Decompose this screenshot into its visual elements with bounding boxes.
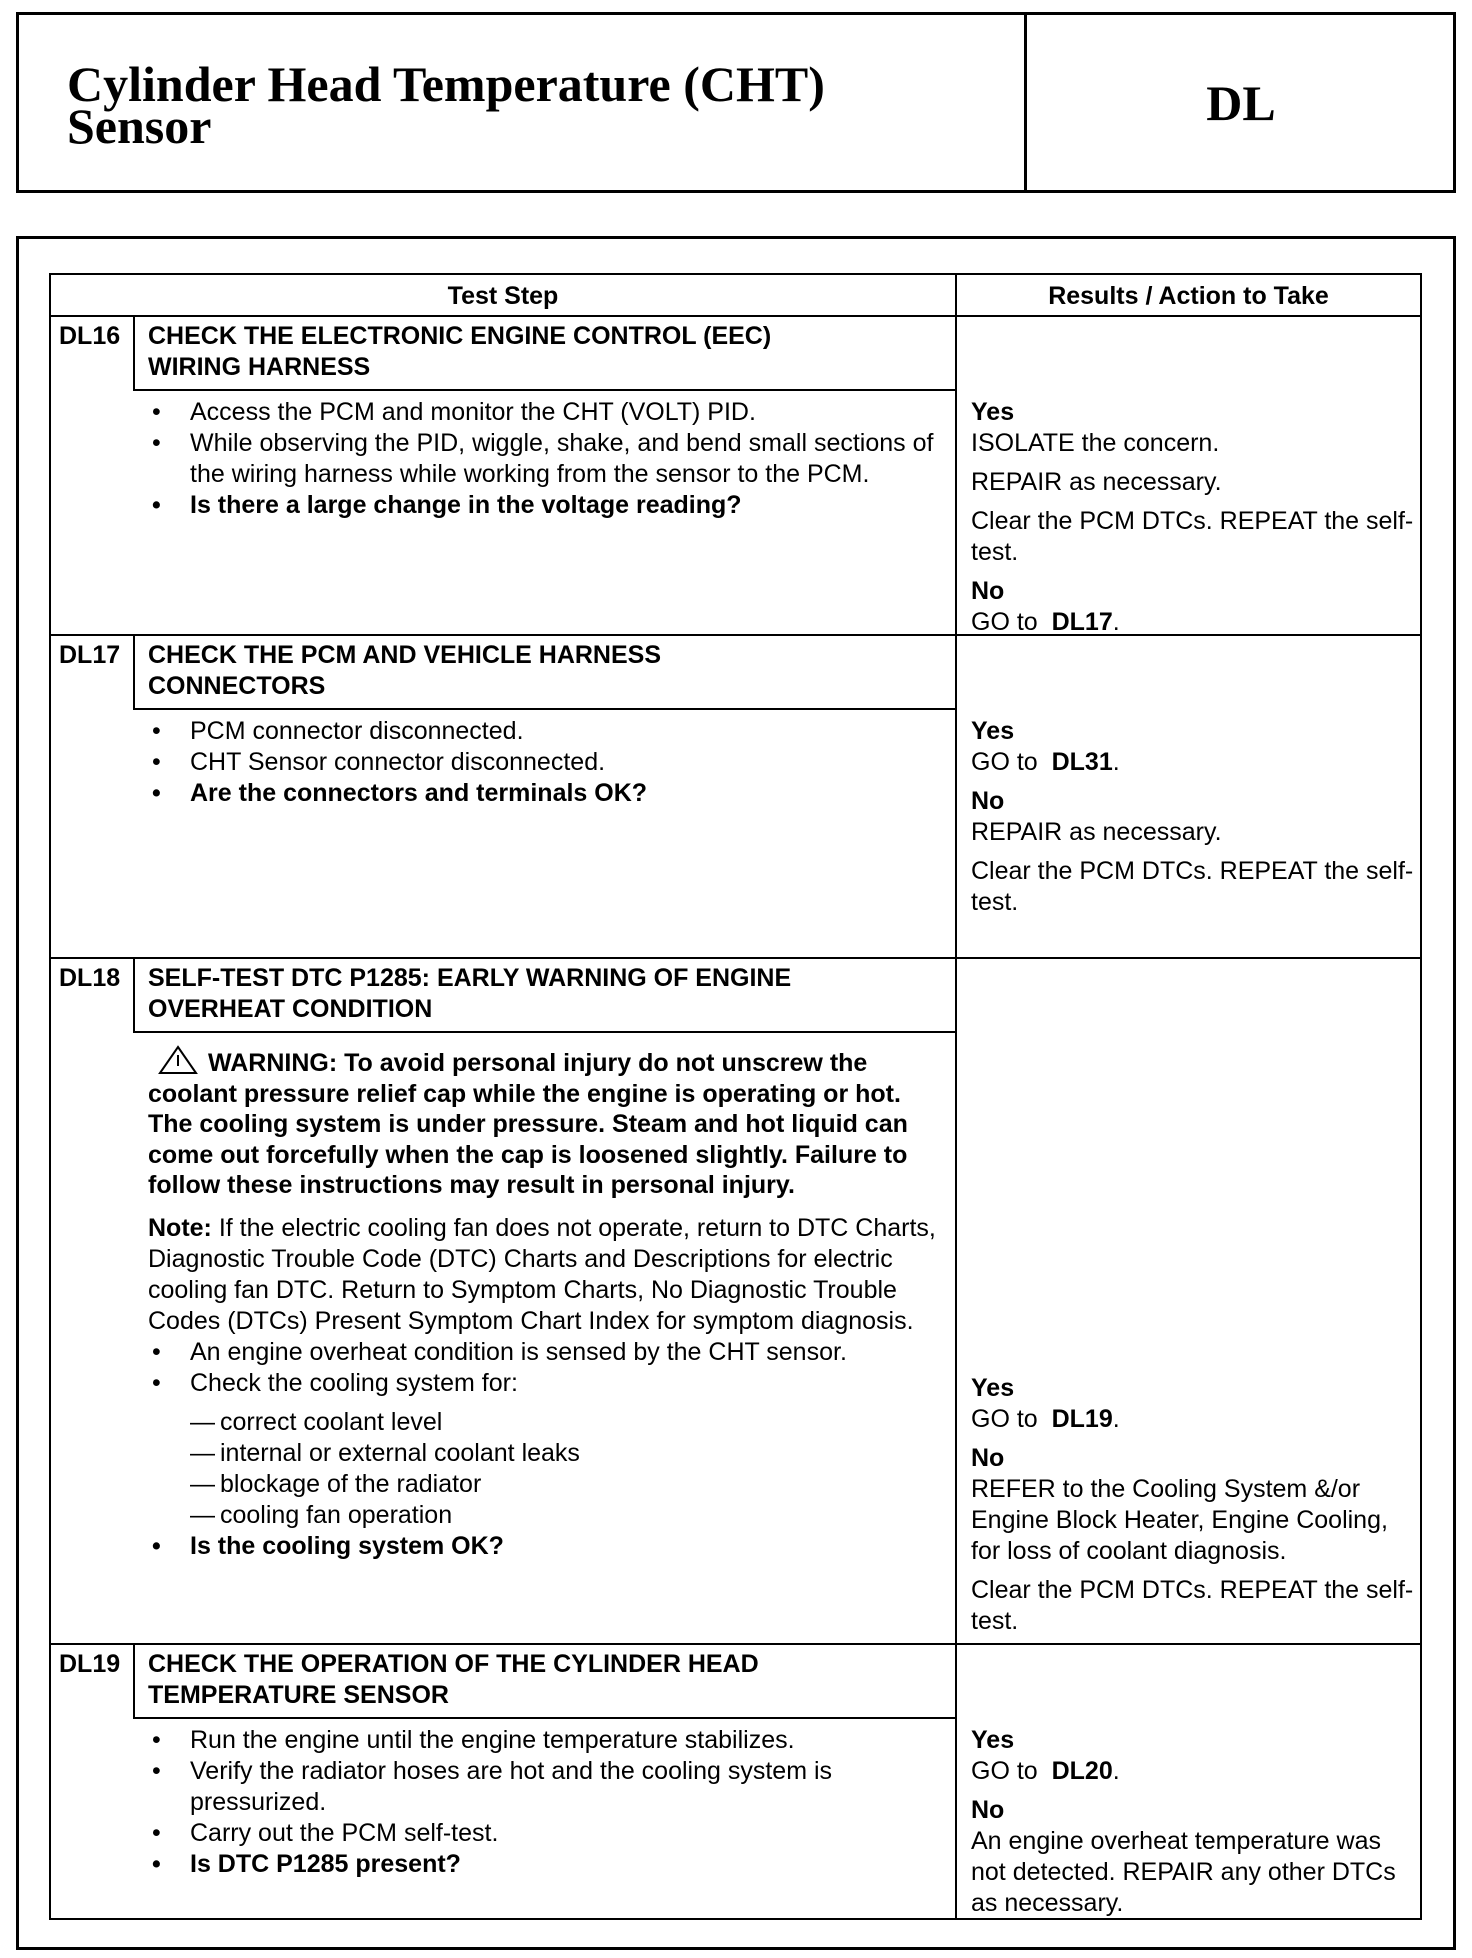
- step-id: DL17: [59, 641, 121, 669]
- note-label: Note:: [148, 1213, 212, 1242]
- column-header-test-step: Test Step: [447, 282, 559, 310]
- step-instructions: [148, 397, 948, 521]
- result-suffix: .: [1112, 608, 1120, 636]
- result-goto-prefix: GO to: [971, 1757, 1038, 1785]
- instruction-item: • Access the PCM and monitor the CHT (VOLT) PID.: [148, 397, 948, 428]
- goto-step-link[interactable]: DL31: [1051, 748, 1113, 776]
- instruction-item: • CHT Sensor connector disconnected.: [148, 747, 948, 778]
- step-question: • Is DTC P1285 present?: [148, 1849, 948, 1880]
- step-question: • Are the connectors and terminals OK?: [148, 778, 948, 809]
- note-block: [148, 1213, 948, 1337]
- note-text: If the electric cooling fan does not operate, return to DTC Charts, Diagnostic Trouble Code (DTC) Charts and Descriptions for electric cooling fan DTC. Return to Symptom Charts, No Diagnostic Trouble Codes (DTCs) Present Symptom Chart Index for symptom diagnosis.: [148, 1213, 936, 1335]
- yes-label: Yes: [971, 717, 1015, 745]
- dash-marker: —: [190, 1500, 215, 1529]
- yes-label: Yes: [971, 1726, 1015, 1754]
- step-heading-line: CHECK THE PCM AND VEHICLE HARNESS: [148, 641, 662, 669]
- result-action: REFER to the Cooling System &/or Engine Block Heater, Engine Cooling, for loss of coolant diagnosis.: [971, 1475, 1388, 1565]
- dash-marker: —: [190, 1407, 215, 1436]
- step-heading-rule: [133, 1717, 955, 1719]
- result-suffix: .: [1112, 748, 1120, 776]
- result-action: Clear the PCM DTCs. REPEAT the self-test.: [971, 1576, 1414, 1635]
- header-divider: [1024, 15, 1027, 190]
- step-question: • Is there a large change in the voltage reading?: [148, 490, 948, 521]
- result-goto-prefix: GO to: [971, 608, 1038, 636]
- step-instructions: [148, 1725, 948, 1880]
- instruction-item: • PCM connector disconnected.: [148, 716, 948, 747]
- step-heading-line: CHECK THE OPERATION OF THE CYLINDER HEAD: [148, 1650, 759, 1678]
- result-action: Clear the PCM DTCs. REPEAT the self-test.: [971, 857, 1414, 916]
- step-instructions: [148, 1045, 948, 1562]
- step-heading-line: TEMPERATURE SENSOR: [148, 1681, 449, 1709]
- page-header: [16, 12, 1456, 193]
- step-instructions: [148, 716, 948, 809]
- page-title-line1: Cylinder Head Temperature (CHT): [67, 56, 825, 112]
- step-id: DL19: [59, 1650, 121, 1678]
- no-label: No: [971, 787, 1005, 815]
- no-label: No: [971, 1796, 1005, 1824]
- step-heading: [148, 963, 928, 1025]
- column-divider: [955, 275, 957, 1918]
- goto-step-link[interactable]: DL20: [1051, 1757, 1113, 1785]
- yes-label: Yes: [971, 398, 1015, 426]
- instruction-item: • Carry out the PCM self-test.: [148, 1818, 948, 1849]
- check-item-text: cooling fan operation: [220, 1500, 453, 1529]
- check-item: [148, 1438, 948, 1469]
- instruction-item: [148, 1368, 948, 1399]
- check-list: [148, 1407, 948, 1531]
- step-results: [971, 716, 1416, 926]
- check-item: [148, 1500, 948, 1531]
- check-item-text: blockage of the radiator: [220, 1469, 482, 1498]
- check-item-text: internal or external coolant leaks: [220, 1438, 580, 1467]
- step-heading-rule: [133, 708, 955, 710]
- step-id: DL16: [59, 322, 121, 350]
- goto-step-link[interactable]: DL19: [1051, 1405, 1113, 1433]
- check-item-text: correct coolant level: [220, 1407, 443, 1436]
- step-heading-line: CHECK THE ELECTRONIC ENGINE CONTROL (EEC): [148, 322, 772, 350]
- dash-marker: —: [190, 1469, 215, 1498]
- instruction-item: • Run the engine until the engine temperature stabilizes.: [148, 1725, 948, 1756]
- result-suffix: .: [1112, 1757, 1120, 1785]
- step-heading-line: CONNECTORS: [148, 672, 326, 700]
- result-goto-prefix: GO to: [971, 1405, 1038, 1433]
- check-item: [148, 1469, 948, 1500]
- warning-triangle-icon: [158, 1045, 198, 1075]
- warning-label: WARNING:: [208, 1049, 338, 1077]
- step-heading: [148, 1649, 928, 1711]
- page-title: [67, 56, 967, 154]
- step-heading: [148, 640, 928, 702]
- diagnostic-table: [49, 273, 1422, 1920]
- warning-block: [148, 1045, 948, 1201]
- yes-label: Yes: [971, 1374, 1015, 1402]
- header-row-rule: [51, 315, 1420, 317]
- row-rule: [51, 957, 1420, 959]
- step-heading: [148, 321, 928, 383]
- dash-marker: —: [190, 1438, 215, 1467]
- step-results: [971, 397, 1416, 646]
- step-heading-line: SELF-TEST DTC P1285: EARLY WARNING OF ENGINE: [148, 964, 792, 992]
- no-label: No: [971, 1444, 1005, 1472]
- step-heading-rule: [133, 1031, 955, 1033]
- step-id: DL18: [59, 964, 121, 992]
- step-heading-line: WIRING HARNESS: [148, 353, 371, 381]
- no-label: No: [971, 577, 1005, 605]
- step-results: [971, 1373, 1416, 1645]
- result-action: REPAIR as necessary.: [971, 818, 1222, 846]
- step-question: • Is the cooling system OK?: [148, 1531, 948, 1562]
- instruction-item-text: Check the cooling system for:: [190, 1368, 518, 1397]
- instruction-item: • While observing the PID, wiggle, shake, and bend small sections of the wiring harness while working from the sensor to the PCM.: [148, 428, 948, 490]
- result-goto-prefix: GO to: [971, 748, 1038, 776]
- column-header-results: Results / Action to Take: [1048, 282, 1329, 310]
- instruction-item: • Verify the radiator hoses are hot and the cooling system is pressurized.: [148, 1756, 948, 1818]
- result-suffix: .: [1112, 1405, 1120, 1433]
- result-action: REPAIR as necessary.: [971, 468, 1222, 496]
- page-title-line2: Sensor: [67, 98, 212, 154]
- instruction-item: • An engine overheat condition is sensed by the CHT sensor.: [148, 1337, 948, 1368]
- check-item: [148, 1407, 948, 1438]
- goto-step-link[interactable]: DL17: [1051, 608, 1113, 636]
- section-code: DL: [1206, 74, 1276, 131]
- step-results: [971, 1725, 1416, 1927]
- result-action: Clear the PCM DTCs. REPEAT the self-test.: [971, 507, 1414, 566]
- result-action: ISOLATE the concern.: [971, 429, 1220, 457]
- step-heading-line: OVERHEAT CONDITION: [148, 995, 433, 1023]
- warning-text: To avoid personal injury do not unscrew the coolant pressure relief cap while the engine is operating or hot. The cooling system is under pressure. Steam and hot liquid can come out forcefully when the cap is loosened slightly. Failure to follow these instructions may result in personal injury.: [148, 1049, 908, 1199]
- result-action: An engine overheat temperature was not detected. REPAIR any other DTCs as necessary.: [971, 1827, 1396, 1917]
- step-heading-rule: [133, 389, 955, 391]
